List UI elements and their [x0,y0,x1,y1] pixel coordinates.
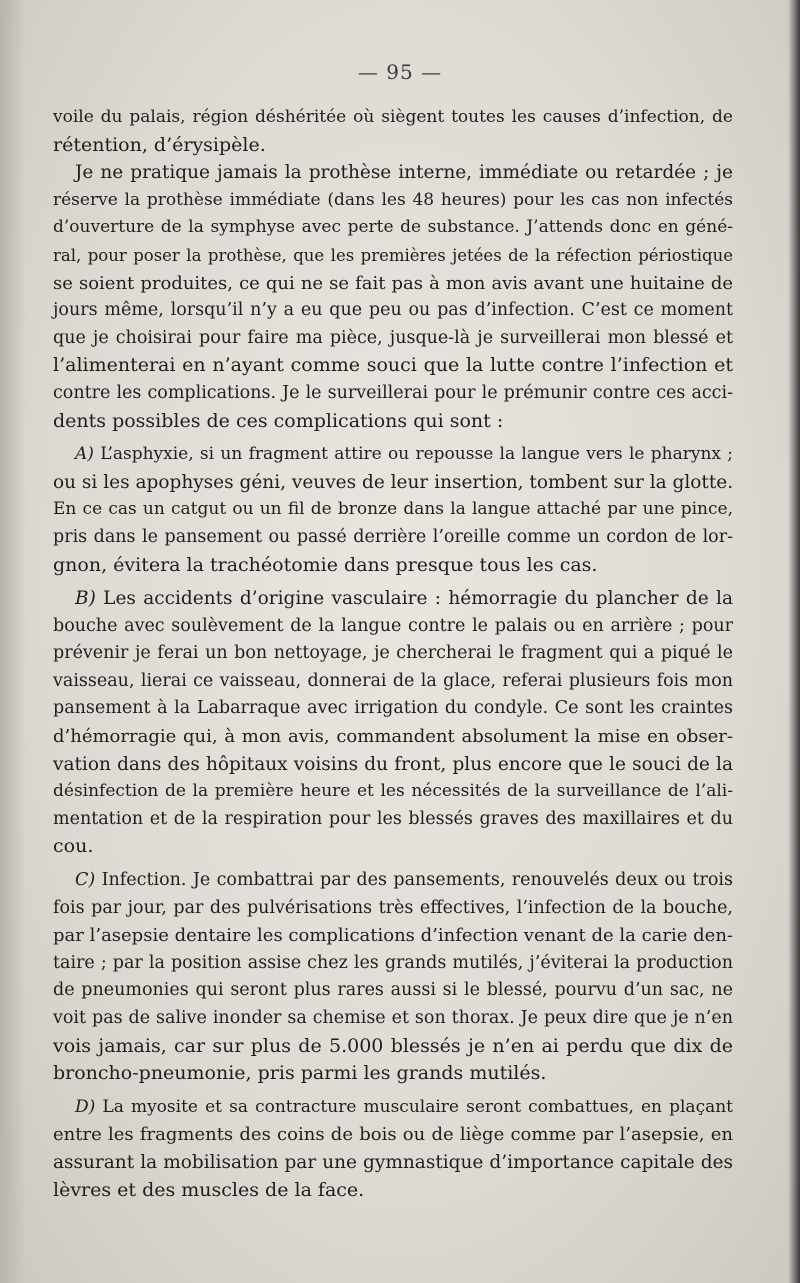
text-line: fois par jour, par des pulvérisations très effectives, l’infection de la bouche, [53,897,733,918]
paragraph-d-myositis [53,1094,733,1204]
item-letter: C) [75,870,96,891]
text-line: taire ; par la position assise chez les grands mutilés, j’éviterai la production [53,952,733,973]
text-line: prévenir je ferai un bon nettoyage, je chercherai le fragment qui a piqué le [53,643,733,664]
paragraph-c-infection [53,867,733,1088]
text-line: bouche avec soulèvement de la langue contre le palais ou en arrière ; pour [53,615,733,636]
text-line: jours même, lorsqu’il n’y a eu que peu ou pas d’infection. C’est ce moment [53,300,733,321]
text-line: contre les complications. Je le surveillerai pour le prémunir contre ces acci- [53,382,733,403]
text-line: pris dans le pansement ou passé derrière l’oreille comme un cordon de lor- [53,526,733,547]
text-line: ou si les apophyses géni, veuves de leur insertion, tombent sur la glotte. [53,471,734,493]
text-line-content: Infection. Je combattrai par des pansements, renouvelés deux ou trois [101,870,733,891]
item-letter: B) [75,588,96,610]
text-line: d’ouverture de la symphyse avec perte de substance. J’attends donc en géné- [53,217,733,238]
text-line: par l’asepsie dentaire les complications d’infection venant de la carie den- [53,925,733,947]
text-line: mentation et de la respiration pour les blessés graves des maxillaires et du [53,808,733,829]
text-line: de pneumonies qui seront plus rares aussi si le blessé, pourvu d’un sac, ne [53,980,733,1001]
text-line [53,867,733,895]
paragraph-continuation [53,104,733,159]
text-line: d’hémorragie qui, à mon avis, commandent absolument la mise en obser- [53,726,733,748]
paragraph-prosthesis [53,159,733,435]
page-number: — 95 — [357,60,443,84]
text-line: se soient produites, ce qui ne se fait pas à mon avis avant une huitaine de [53,272,733,294]
item-letter: D) [75,1096,96,1117]
text-line: entre les fragments des coins de bois ou de liège comme par l’asepsie, en [53,1124,733,1146]
text-line: cou. [53,835,94,858]
text-line: lèvres et des muscles de la face. [53,1178,365,1201]
text-line-content: Les accidents d’origine vasculaire : hémorragie du plancher de la [103,588,733,610]
text-line: voit pas de salive inonder sa chemise et son thorax. Je peux dire que je n’en [53,1008,733,1028]
text-line: désinfection de la première heure et les nécessités de la surveillance de l’ali- [53,781,733,802]
text-line: rétention, d’érysipèle. [53,133,266,156]
body-text [53,104,733,1204]
text-line [53,441,733,469]
text-line: broncho-pneumonie, pris parmi les grands mutilés. [53,1062,547,1085]
text-line: vois jamais, car sur plus de 5.000 blessés je n’en ai perdu que dix de [53,1034,733,1057]
text-line: gnon, évitera la trachéotomie dans presque tous les cas. [53,553,598,576]
text-line: vaisseau, lierai ce vaisseau, donnerai de la glace, referai plusieurs fois mon [53,670,733,691]
paragraph-a-asphyxia [53,441,733,579]
paragraph-b-vascular [53,585,733,861]
text-line: réserve la prothèse immédiate (dans les 48 heures) pour les cas non infectés [53,189,733,210]
text-line: En ce cas un catgut ou un fil de bronze dans la langue attaché par une pince, [53,499,733,520]
text-line: dents possibles de ces complications qui sont : [53,409,504,432]
text-line-content: La myosite et sa contracture musculaire seront combattues, en plaçant [102,1096,734,1117]
text-line: l’alimenterai en n’ayant comme souci que la lutte contre l’infection et [53,354,733,377]
text-line [53,585,733,613]
text-line: que je choisirai pour faire ma pièce, jusque-là je surveillerai mon blessé et [53,327,733,348]
text-line [53,1094,733,1122]
text-line-content: L’asphyxie, si un fragment attire ou repousse la langue vers le pharynx ; [100,444,734,465]
text-line: vation dans des hôpitaux voisins du front, plus encore que le souci de la [53,753,733,775]
item-letter: A) [75,444,94,465]
text-line: Je ne pratique jamais la prothèse interne, immédiate ou retardée ; je [75,162,733,184]
text-line: assurant la mobilisation par une gymnastique d’importance capitale des [53,1151,733,1173]
text-line: ral, pour poser la prothèse, que les premières jetées de la réfection périostique [53,245,733,265]
text-line: voile du palais, région déshéritée où siègent toutes les causes d’infection, de [53,107,733,127]
text-line: pansement à la Labarraque avec irrigation du condyle. Ce sont les craintes [53,698,733,719]
